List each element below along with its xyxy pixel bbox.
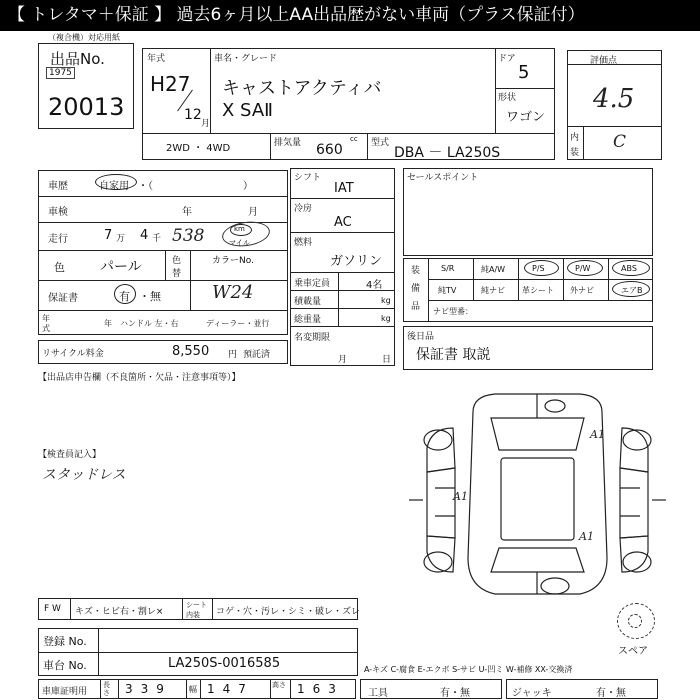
seat-value: コゲ・穴・汚レ・シミ・破レ・ズレ: [216, 607, 361, 617]
sales-point-label: セールスポイント: [407, 173, 479, 183]
mileage-man: 7: [104, 228, 113, 243]
jack-value: 有・無: [596, 688, 626, 699]
door-label: ドア: [498, 54, 516, 64]
header-banner: 【 トレタマ＋保証 】 過去6ヶ月以上AA出品歴がない車両（プラス保証付）: [0, 0, 700, 31]
score-value: 4.5: [593, 84, 635, 114]
mileage-mile: マイル: [229, 239, 250, 247]
inspection-year: 年: [182, 207, 192, 218]
vehicle-name: キャストアクティバ: [222, 78, 382, 99]
lot-number: 20013: [48, 93, 125, 121]
mileage-km: km: [234, 225, 245, 233]
equip-ps: P/S: [532, 264, 545, 273]
navi-model-label: ナビ型番：: [433, 307, 473, 316]
lot-tag: 1975: [46, 67, 75, 79]
interior-value: C: [613, 132, 627, 152]
recycle-unit: 円: [228, 350, 238, 360]
interior-label-2: 装: [570, 148, 580, 158]
warranty-no: ・無: [139, 290, 161, 303]
width-value: 147: [207, 682, 254, 696]
recycle-note: 預託済: [243, 350, 271, 360]
color-no-label: カラーNo.: [212, 256, 254, 266]
inspector-note: スタッドレス: [42, 467, 126, 483]
color-no-value: W24: [212, 282, 254, 303]
warranty-label: 保証書: [48, 293, 78, 304]
jack-label: ジャッキ: [512, 688, 552, 699]
displacement-unit: cc: [350, 135, 358, 143]
load-unit: kg: [381, 296, 391, 305]
color-change-2: 替: [172, 269, 182, 279]
color-value: パール: [100, 259, 142, 275]
color-change-1: 色: [172, 256, 182, 266]
year-cell-label-2: 式: [42, 324, 50, 333]
equip-pw: P/W: [575, 264, 591, 273]
inspector-label: 【検査員記入】: [38, 450, 102, 460]
seller-note-label: 【出品店申告欄（不良箇所・欠品・注意事項等）】: [38, 373, 241, 383]
color-label: 色: [54, 261, 65, 274]
later-items-value: 保証書 取説: [416, 347, 491, 363]
displacement: 660: [316, 142, 343, 158]
handle-position: ハンドル 左・右: [120, 319, 179, 328]
mileage-hand: 538: [172, 226, 205, 246]
name-change-label: 名変期限: [294, 333, 331, 343]
load-label: 積載量: [294, 297, 322, 307]
drive-type: 2WD ・ 4WD: [166, 143, 231, 154]
equipment-label-2: 備: [411, 284, 421, 294]
mileage-sen: 4: [140, 228, 149, 243]
equip-navi: 純ナビ: [481, 286, 505, 295]
height-label: 高さ: [272, 681, 286, 689]
equip-abs: ABS: [621, 264, 637, 273]
dealer-type: ディーラー・並行: [206, 319, 270, 328]
fuel-label: 燃料: [294, 238, 313, 248]
reg-label: 登録 No.: [43, 635, 87, 648]
fw-value: キズ・ヒビ右・割レ×: [75, 607, 164, 617]
name-change-day: 日: [382, 355, 392, 365]
year-cell: 年: [104, 319, 112, 328]
sub-note: （複合機）対応用紙: [48, 33, 120, 42]
body-shape: ワゴン: [506, 110, 546, 125]
shape-label: 形状: [498, 93, 517, 103]
ac-label: 冷房: [294, 204, 313, 214]
mileage-man-unit: 万: [116, 234, 126, 244]
equipment-label-1: 装: [411, 266, 421, 276]
gross-label: 総重量: [294, 315, 322, 325]
equip-airbag: エアB: [621, 286, 643, 295]
model-label: 型式: [371, 138, 390, 148]
fuel-value: ガソリン: [330, 254, 383, 269]
shift-value: IAT: [334, 181, 354, 196]
equip-tv: 純TV: [438, 286, 457, 295]
inspection-month: 月: [248, 207, 258, 218]
equip-leather: 革シート: [522, 286, 554, 295]
capacity-label: 乗車定員: [294, 279, 331, 289]
name-change-month: 月: [338, 355, 348, 365]
recycle-value: 8,550: [172, 344, 210, 359]
chassis-number: LA250S-0016585: [168, 656, 281, 671]
tools-label: 工具: [368, 688, 388, 699]
score-label: 評価点: [590, 56, 618, 66]
car-damage-diagram: [405, 388, 670, 633]
ac-value: AC: [334, 215, 352, 230]
length-label: 長さ: [103, 681, 110, 697]
inspection-label: 車検: [48, 207, 68, 218]
later-items-label: 後日品: [407, 332, 435, 342]
displacement-label: 排気量: [274, 138, 302, 148]
year-month-unit: 月: [201, 119, 211, 129]
damage-mark-left: A1: [453, 490, 468, 503]
history-paren: ・（ ）: [138, 181, 253, 192]
interior-label-1: 内: [570, 133, 580, 143]
lot-label: 出品No.: [50, 50, 105, 68]
recycle-label: リサイクル料金: [42, 349, 104, 359]
damage-mark-front: A1: [590, 428, 605, 441]
equip-alloy: 純A/W: [481, 265, 506, 274]
year-era: H27: [150, 72, 191, 96]
spare-hub-icon: [628, 614, 642, 628]
gross-unit: kg: [381, 314, 391, 323]
width-label: 幅: [189, 685, 197, 694]
fw-label: F W: [44, 604, 61, 614]
history-label: 車歴: [48, 181, 68, 192]
length-value: 339: [125, 682, 172, 696]
history-value: 自家用: [99, 181, 129, 192]
equip-sr: S/R: [441, 264, 455, 273]
equipment-label-3: 品: [411, 302, 421, 312]
chassis-label: 車台 No.: [43, 659, 87, 672]
damage-legend: A-キズ C-腐食 E-エクボ S-サビ U-凹ミ W-補修 XX-交換済: [364, 665, 573, 674]
door-count: 5: [518, 62, 530, 83]
year-cell-label-1: 年: [42, 314, 50, 323]
mileage-label: 走行: [48, 234, 68, 245]
name-label: 車名・グレード: [214, 54, 278, 64]
year-month: 12: [184, 107, 202, 123]
vehicle-grade: X SAⅡ: [222, 100, 273, 121]
damage-mark-rear: A1: [579, 530, 594, 543]
shift-label: シフト: [294, 173, 322, 183]
capacity-value: 4名: [366, 280, 383, 291]
year-label: 年式: [147, 54, 166, 64]
garage-cert-label: 車庫証明用: [42, 687, 88, 697]
equip-ext-navi: 外ナビ: [570, 286, 594, 295]
seat-label-2: 内装: [186, 611, 200, 619]
spare-label: スペア: [618, 646, 648, 657]
model-code: DBA － LA250S: [394, 145, 501, 161]
height-value: 163: [297, 682, 344, 696]
warranty-yes: 有: [119, 290, 130, 303]
seat-label-1: シート: [186, 601, 207, 609]
tools-value: 有・無: [440, 688, 470, 699]
mileage-sen-unit: 千: [152, 234, 162, 244]
